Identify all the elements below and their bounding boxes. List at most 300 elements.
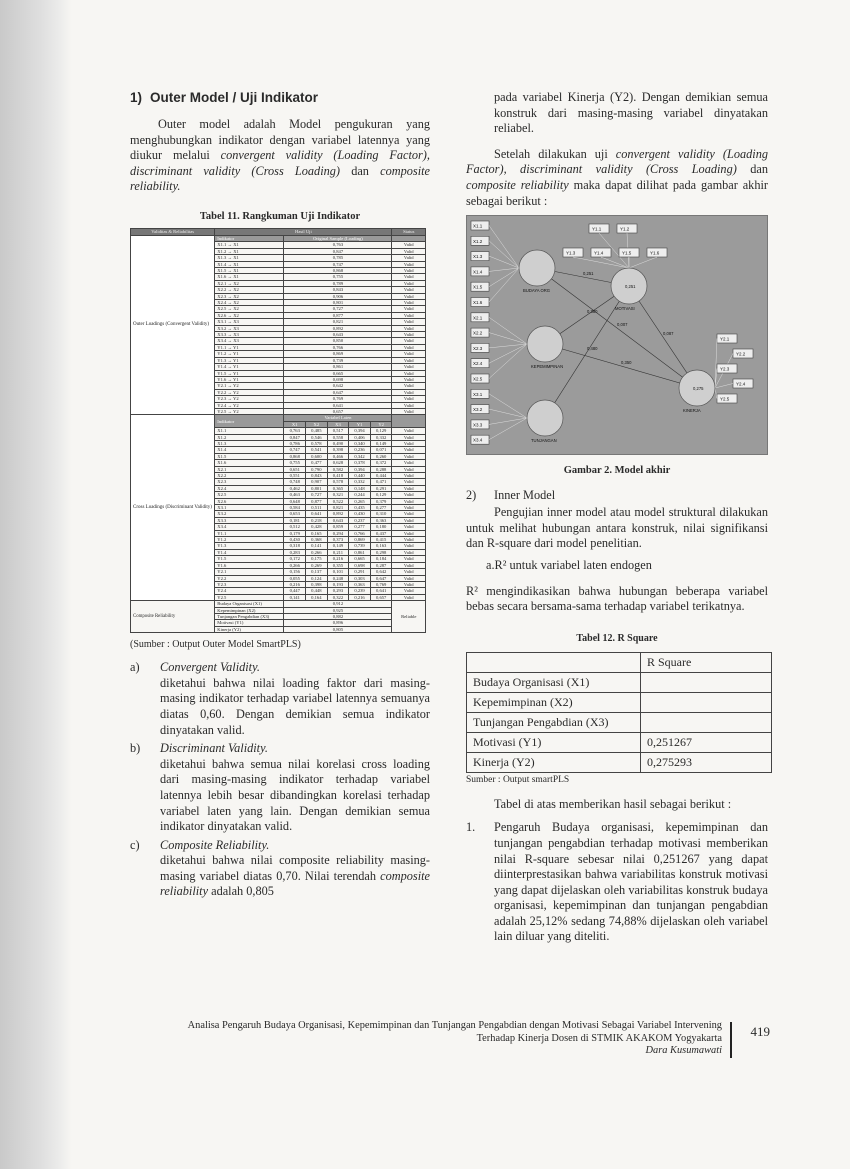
status-cell: Valid bbox=[392, 517, 426, 523]
cross-value: 0,211 bbox=[327, 549, 349, 555]
indicator-cell: X1.2 bbox=[215, 434, 284, 440]
item-title: Discriminant Validity. bbox=[160, 741, 268, 756]
cross-value: 0,179 bbox=[284, 530, 306, 536]
indicator-cell: X1.6 → X1 bbox=[215, 274, 284, 280]
indicator-label: X2.2 bbox=[473, 330, 483, 336]
loading-value: 0,868 bbox=[284, 268, 392, 274]
indicator-header: Indikator bbox=[215, 235, 284, 241]
path-coefficient: 0,007 bbox=[617, 322, 628, 328]
cross-value: 0,747 bbox=[284, 447, 306, 453]
indicator-cell: Y1.2 bbox=[215, 537, 284, 543]
status-cell: Valid bbox=[392, 543, 426, 549]
loading-value: 0,861 bbox=[284, 364, 392, 370]
status-cell: Valid bbox=[392, 332, 426, 338]
status-cell: Valid bbox=[392, 255, 426, 261]
loading-value: 0,801 bbox=[284, 300, 392, 306]
intro-italic: convergent validity (Loading Factor), discriminant validity (Cross Loading) bbox=[130, 148, 430, 178]
status-cell: Valid bbox=[392, 569, 426, 575]
status-cell: Valid bbox=[392, 376, 426, 382]
section-number: 1) bbox=[130, 90, 143, 105]
status-cell: Valid bbox=[392, 492, 426, 498]
cross-value: 0,801 bbox=[306, 485, 328, 491]
loading-header: Original Sample (Loading) bbox=[284, 235, 392, 241]
cross-value: 0,394 bbox=[349, 428, 371, 434]
model-diagram bbox=[466, 215, 768, 455]
table11-caption: Tabel 11. Rangkuman Uji Indikator bbox=[199, 210, 361, 222]
page-edge-shadow bbox=[0, 0, 72, 1169]
cross-value: 0,342 bbox=[349, 453, 371, 459]
loading-value: 0,755 bbox=[284, 274, 392, 280]
table-row bbox=[467, 712, 772, 732]
cross-value: 0,511 bbox=[306, 505, 328, 511]
cross-value: 0,236 bbox=[349, 447, 371, 453]
composite-value: 0,925 bbox=[284, 607, 392, 613]
indicator-label: Y2.1 bbox=[720, 336, 730, 342]
composite-variable: Motivasi (Y1) bbox=[215, 620, 284, 626]
cross-value: 0,055 bbox=[284, 575, 306, 581]
indicator-cell: X3.1 bbox=[215, 505, 284, 511]
status-cell: Valid bbox=[392, 581, 426, 587]
cross-value: 0,522 bbox=[327, 498, 349, 504]
cross-value: 0,303 bbox=[349, 575, 371, 581]
validity-item bbox=[130, 660, 430, 738]
table-row bbox=[467, 652, 772, 672]
cross-value: 0,181 bbox=[284, 517, 306, 523]
path-coefficient: 0,480 bbox=[587, 346, 598, 352]
status-cell: Valid bbox=[392, 344, 426, 350]
indicator-cell: X1.4 bbox=[215, 447, 284, 453]
p2-mid: dan bbox=[736, 162, 768, 177]
r-square-value bbox=[641, 712, 772, 732]
indicator-arrow bbox=[489, 317, 527, 344]
indicator-cell: X3.2 bbox=[215, 511, 284, 517]
item-label: a) bbox=[130, 660, 140, 675]
indicator-cell: X3.3 bbox=[215, 517, 284, 523]
cross-value: 0,310 bbox=[370, 511, 392, 517]
indicator-arrow bbox=[489, 394, 527, 418]
composite-label: Composite Reliability bbox=[131, 601, 215, 633]
cross-value: 0,869 bbox=[349, 537, 371, 543]
indicator-label: X1.2 bbox=[473, 238, 483, 244]
indicator-cell: X3.1 → X3 bbox=[215, 319, 284, 325]
cross-value: 0,406 bbox=[349, 434, 371, 440]
cross-value: 0,216 bbox=[349, 594, 371, 600]
p2-italic-1: convergent validity (Loading Factor), discriminant validity (Cross Loading) bbox=[466, 146, 768, 177]
indicator-cell: X1.3 → X1 bbox=[215, 255, 284, 261]
cross-value: 0,340 bbox=[349, 440, 371, 446]
latent-variable-label: BUDAYA ORG bbox=[523, 288, 551, 294]
status-cell: Valid bbox=[392, 274, 426, 280]
r2-label: 0,251 bbox=[625, 284, 636, 290]
cross-value: 0,318 bbox=[284, 543, 306, 549]
cross-value: 0,237 bbox=[349, 517, 371, 523]
cross-value: 0,600 bbox=[306, 453, 328, 459]
indicator-arrow bbox=[489, 409, 527, 418]
cross-value: 0,277 bbox=[370, 505, 392, 511]
cross-value: 0,448 bbox=[306, 588, 328, 594]
status-cell: Valid bbox=[392, 473, 426, 479]
status-cell: Valid bbox=[392, 466, 426, 472]
point-1-number: 1. bbox=[466, 820, 476, 835]
indicator-cell: Y2.3 bbox=[215, 581, 284, 587]
status-cell: Valid bbox=[392, 293, 426, 299]
indicator-cell: Y1.1 bbox=[215, 530, 284, 536]
status-cell: Valid bbox=[392, 338, 426, 344]
path-coefficient: 0,087 bbox=[663, 331, 674, 337]
indicator-cell: X3.4 bbox=[215, 524, 284, 530]
indicator-cell: Y2.2 bbox=[215, 575, 284, 581]
cross-value: 0,490 bbox=[327, 440, 349, 446]
status-cell: Valid bbox=[392, 556, 426, 562]
point-1-text: Pengaruh Budaya organisasi, kepemimpinan dan tunjangan pengabdian terhadap motivasi memberikan nilai R-square sebesar nilai 0,251267 yang dapat diinterprestasikan bahwa variabilitas konstruk motivasi yang dapat dijelaskan oleh variabilitas konstruk budaya organisasi, kepemimpinan dan tunjangan pengabdian adalah 25,12% sedang 74,88% dijelaskan oleh variabel lain diluar yang diteliti. bbox=[494, 820, 768, 944]
cross-value: 0,277 bbox=[349, 524, 371, 530]
indicator-label: Y1.2 bbox=[620, 226, 630, 232]
path-arrow bbox=[545, 344, 697, 388]
loading-value: 0,821 bbox=[284, 319, 392, 325]
indicator-label: X2.5 bbox=[473, 376, 483, 382]
table-cell bbox=[392, 415, 426, 428]
cross-value: 0,156 bbox=[284, 569, 306, 575]
inner-model-number: 2) bbox=[466, 488, 477, 503]
status-cell: Valid bbox=[392, 280, 426, 286]
item-text: diketahui bahwa semua nilai korelasi cross loading dari masing-masing indikator terhadap variabel latennya lebih besar dibandingkan korelasi terhadap variabel laten yang lain. Dengan demikian semua indikator dinyatakan valid. bbox=[160, 756, 430, 834]
cross-value: 0,415 bbox=[370, 537, 392, 543]
cross-value: 0,471 bbox=[370, 479, 392, 485]
latent-variable-label: KEPEMIMPINAN bbox=[531, 364, 564, 370]
table-cell bbox=[467, 652, 641, 672]
indicator-cell: Y1.6 → Y1 bbox=[215, 376, 284, 382]
loading-value: 0,769 bbox=[284, 396, 392, 402]
table11 bbox=[130, 228, 426, 633]
cross-value: 0,512 bbox=[284, 524, 306, 530]
latent-col-header: X2 bbox=[306, 421, 328, 427]
variable-cell: Kinerja (Y2) bbox=[467, 752, 641, 772]
cross-value: 0,582 bbox=[327, 466, 349, 472]
variable-cell: Motivasi (Y1) bbox=[467, 732, 641, 752]
latent-col-header: Y1 bbox=[349, 421, 371, 427]
item-title: Composite Reliability. bbox=[160, 837, 270, 852]
cross-value: 0,163 bbox=[370, 543, 392, 549]
loading-value: 0,641 bbox=[284, 402, 392, 408]
indicator-cell: X2.4 bbox=[215, 485, 284, 491]
cross-value: 0,269 bbox=[306, 562, 328, 568]
cross-value: 0,444 bbox=[370, 473, 392, 479]
cross-value: 0,363 bbox=[370, 517, 392, 523]
table12 bbox=[466, 652, 772, 773]
indicator-cell: X2.6 bbox=[215, 498, 284, 504]
loading-value: 0,877 bbox=[284, 312, 392, 318]
indicator-cell: Y1.5 → Y1 bbox=[215, 370, 284, 376]
composite-value: 0,896 bbox=[284, 620, 392, 626]
inner-model-title: Inner Model bbox=[494, 488, 556, 503]
item-text: adalah 0,805 bbox=[208, 884, 274, 899]
status-cell: Valid bbox=[392, 505, 426, 511]
cross-value: 0,193 bbox=[327, 581, 349, 587]
indicator-cell: X1.2 → X1 bbox=[215, 248, 284, 254]
status-cell: Valid bbox=[392, 242, 426, 248]
cross-value: 0,322 bbox=[327, 594, 349, 600]
indicator-label: X2.3 bbox=[473, 346, 483, 352]
cross-value: 0,172 bbox=[284, 556, 306, 562]
cross-value: 0,647 bbox=[370, 575, 392, 581]
path-coefficient: 0,380 bbox=[587, 309, 598, 315]
indicator-arrow bbox=[601, 257, 629, 268]
cross-value: 0,643 bbox=[327, 517, 349, 523]
intro-italic2: composite reliability. bbox=[130, 163, 430, 194]
cross-value: 0,398 bbox=[306, 581, 328, 587]
cross-value: 0,877 bbox=[306, 498, 328, 504]
indicator-cell: Y1.6 bbox=[215, 562, 284, 568]
cross-value: 0,288 bbox=[370, 466, 392, 472]
indicator-cell: X2.5 bbox=[215, 492, 284, 498]
cross-value: 0,071 bbox=[370, 447, 392, 453]
cross-value: 0,165 bbox=[306, 530, 328, 536]
status-cell: Valid bbox=[392, 300, 426, 306]
indicator-cell: X1.1 → X1 bbox=[215, 242, 284, 248]
indicator-arrow bbox=[489, 333, 527, 344]
footer-author: Dara Kusumawati bbox=[645, 1045, 722, 1056]
status-cell: Valid bbox=[392, 319, 426, 325]
cross-value: 0,892 bbox=[327, 511, 349, 517]
status-cell: Valid bbox=[392, 460, 426, 466]
cross-value: 0,786 bbox=[284, 440, 306, 446]
cross-value: 0,665 bbox=[349, 556, 371, 562]
cross-value: 0,748 bbox=[284, 479, 306, 485]
item-body bbox=[160, 838, 430, 900]
table11-head-status: Status bbox=[392, 228, 426, 235]
cross-value: 0,641 bbox=[306, 511, 328, 517]
cross-value: 0,141 bbox=[306, 543, 328, 549]
cross-value: 0,332 bbox=[349, 479, 371, 485]
cross-value: 0,466 bbox=[327, 453, 349, 459]
indicator-label: X2.1 bbox=[473, 315, 483, 321]
indicator-cell: Y2.1 bbox=[215, 569, 284, 575]
cross-value: 0,355 bbox=[327, 562, 349, 568]
cross-value: 0,378 bbox=[349, 460, 371, 466]
table-row bbox=[467, 752, 772, 772]
status-cell: Valid bbox=[392, 261, 426, 267]
cross-value: 0,368 bbox=[306, 537, 328, 543]
indicator-arrow bbox=[573, 257, 629, 268]
r-square-value: 0,275293 bbox=[641, 752, 772, 772]
cross-value: 0,294 bbox=[327, 530, 349, 536]
latent-col-header: X1 bbox=[284, 421, 306, 427]
loading-value: 0,642 bbox=[284, 383, 392, 389]
intro-paragraph bbox=[130, 117, 430, 195]
cross-value: 0,184 bbox=[370, 556, 392, 562]
indicator-arrow bbox=[489, 226, 519, 269]
cross-value: 0,551 bbox=[284, 473, 306, 479]
status-cell: Valid bbox=[392, 562, 426, 568]
indicator-cell: X1.4 → X1 bbox=[215, 261, 284, 267]
indicator-cell: Y1.5 bbox=[215, 556, 284, 562]
cross-value: 0,298 bbox=[370, 549, 392, 555]
path-coefficient: 0,350 bbox=[621, 360, 632, 366]
cross-value: 0,266 bbox=[284, 562, 306, 568]
cross-value: 0,293 bbox=[327, 588, 349, 594]
cross-value: 0,216 bbox=[284, 581, 306, 587]
loading-value: 0,698 bbox=[284, 376, 392, 382]
indicator-cell: X2.3 bbox=[215, 479, 284, 485]
cross-value: 0,440 bbox=[349, 473, 371, 479]
reliable-status: Reliable bbox=[392, 601, 426, 633]
indicator-arrow bbox=[489, 344, 527, 379]
cross-value: 0,477 bbox=[306, 460, 328, 466]
validity-list bbox=[130, 660, 430, 900]
indicator-cell: X1.5 bbox=[215, 453, 284, 459]
cross-value: 0,260 bbox=[370, 453, 392, 459]
cross-value: 0,248 bbox=[327, 575, 349, 581]
indicator-cell: Y2.1 → Y2 bbox=[215, 383, 284, 389]
variable-cell: Kepemimpinan (X2) bbox=[467, 692, 641, 712]
cross-value: 0,164 bbox=[306, 594, 328, 600]
cross-value: 0,137 bbox=[306, 569, 328, 575]
cross-value: 0,266 bbox=[306, 549, 328, 555]
cross-value: 0,790 bbox=[306, 466, 328, 472]
cross-value: 0,437 bbox=[370, 530, 392, 536]
cross-value: 0,641 bbox=[370, 588, 392, 594]
status-cell: Valid bbox=[392, 498, 426, 504]
cross-value: 0,129 bbox=[370, 428, 392, 434]
cross-value: 0,648 bbox=[284, 498, 306, 504]
cross-value: 0,418 bbox=[327, 473, 349, 479]
status-cell: Valid bbox=[392, 479, 426, 485]
indicator-arrow bbox=[489, 344, 527, 363]
composite-value: 0,882 bbox=[284, 613, 392, 619]
cross-value: 0,651 bbox=[284, 466, 306, 472]
indicator-label: X1.3 bbox=[473, 254, 483, 260]
latent-variable-circle bbox=[527, 326, 563, 362]
item-label: b) bbox=[130, 741, 141, 756]
status-cell: Valid bbox=[392, 364, 426, 370]
status-cell: Valid bbox=[392, 428, 426, 434]
loading-value: 0,766 bbox=[284, 344, 392, 350]
indicator-cell: Y2.4 bbox=[215, 588, 284, 594]
table-row bbox=[467, 692, 772, 712]
loading-value: 0,785 bbox=[284, 255, 392, 261]
table12-body bbox=[467, 652, 772, 772]
cross-value: 0,447 bbox=[284, 588, 306, 594]
composite-value: 0,912 bbox=[284, 601, 392, 607]
point-1 bbox=[466, 820, 768, 945]
validity-item bbox=[130, 838, 430, 900]
loading-value: 0,647 bbox=[284, 389, 392, 395]
table11-head-validity: Validitas & Reliabilitas bbox=[131, 228, 215, 235]
indicator-label: X3.2 bbox=[473, 407, 483, 413]
table12-source: Sumber : Output smartPLS bbox=[466, 774, 570, 785]
composite-variable: Kinerja (Y2) bbox=[215, 626, 284, 632]
indicator-cell: Y2.5 → Y2 bbox=[215, 408, 284, 414]
indicator-label: Y1.4 bbox=[594, 250, 604, 256]
indicator-cell: X1.3 bbox=[215, 440, 284, 446]
indicator-label: X1.6 bbox=[473, 300, 483, 306]
indicator-cell: X1.1 bbox=[215, 428, 284, 434]
indicator-arrow bbox=[715, 388, 717, 399]
indicator-cell: Y2.3 → Y2 bbox=[215, 396, 284, 402]
cross-value: 0,291 bbox=[349, 569, 371, 575]
cross-value: 0,265 bbox=[349, 498, 371, 504]
indicator-cell: Y1.1 → Y1 bbox=[215, 344, 284, 350]
latent-variable-label: TUNJANGAN bbox=[531, 438, 557, 444]
cross-value: 0,291 bbox=[370, 485, 392, 491]
item-text: diketahui bahwa nilai composite reliability masing-masing variabel diatas 0,70. Nilai terendah bbox=[160, 853, 430, 883]
status-cell: Valid bbox=[392, 575, 426, 581]
table12-caption: Tabel 12. R Square bbox=[576, 632, 658, 644]
cross-value: 0,239 bbox=[349, 588, 371, 594]
cross-value: 0,430 bbox=[284, 537, 306, 543]
latent-variable-circle bbox=[519, 250, 555, 286]
cross-value: 0,821 bbox=[327, 505, 349, 511]
indicator-label: Y2.4 bbox=[736, 381, 746, 387]
indicator-arrow bbox=[629, 257, 657, 268]
status-cell: Valid bbox=[392, 306, 426, 312]
indicator-cell: X1.6 bbox=[215, 460, 284, 466]
indicator-cell: Y1.3 → Y1 bbox=[215, 357, 284, 363]
cross-value: 0,843 bbox=[306, 473, 328, 479]
indicator-label: X1.1 bbox=[473, 223, 483, 229]
path-arrow bbox=[629, 286, 697, 388]
status-cell: Valid bbox=[392, 485, 426, 491]
cross-value: 0,727 bbox=[306, 492, 328, 498]
cross-value: 0,394 bbox=[349, 466, 371, 472]
indicator-label: X1.4 bbox=[473, 269, 483, 275]
cross-value: 0,332 bbox=[370, 434, 392, 440]
loading-value: 0,657 bbox=[284, 408, 392, 414]
indicator-label: Y2.3 bbox=[720, 366, 730, 372]
composite-variable: Kepemimpinan (X2) bbox=[215, 607, 284, 613]
indicator-label: Y1.3 bbox=[566, 250, 576, 256]
loading-value: 0,789 bbox=[284, 280, 392, 286]
loading-value: 0,739 bbox=[284, 357, 392, 363]
indicator-label: Y2.5 bbox=[720, 396, 730, 402]
cross-value: 0,558 bbox=[327, 434, 349, 440]
footer-line-1: Analisa Pengaruh Budaya Organisasi, Kepemimpinan dan Tunjangan Pengabdian dengan Motivasi Sebagai Variabel Intervening bbox=[187, 1020, 722, 1031]
table11-head-result: Hasil Uji bbox=[215, 228, 392, 235]
cross-value: 0,218 bbox=[306, 517, 328, 523]
cross-value: 0,321 bbox=[327, 492, 349, 498]
cross-value: 0,628 bbox=[327, 460, 349, 466]
loading-value: 0,892 bbox=[284, 325, 392, 331]
indicator-cell: X2.3 → X2 bbox=[215, 293, 284, 299]
cross-value: 0,698 bbox=[349, 562, 371, 568]
latent-variable-label: KINERJA bbox=[683, 408, 701, 414]
cross-value: 0,517 bbox=[327, 428, 349, 434]
loading-value: 0,747 bbox=[284, 261, 392, 267]
outer-loadings-label: Outer Loadings (Convergent Validity) bbox=[131, 235, 215, 414]
status-cell: Valid bbox=[392, 511, 426, 517]
right-column bbox=[466, 90, 768, 945]
status-cell: Valid bbox=[392, 287, 426, 293]
indicator-label: Y1.6 bbox=[650, 250, 660, 256]
intro-text: Outer model adalah Model pengukuran yang menghubungkan indikator dengan variabel latennya yang diukur melalui bbox=[130, 117, 430, 163]
status-cell: Valid bbox=[392, 453, 426, 459]
cross-value: 0,657 bbox=[370, 594, 392, 600]
status-cell: Valid bbox=[392, 537, 426, 543]
cross-value: 0,847 bbox=[284, 434, 306, 440]
variable-cell: Budaya Organisasi (X1) bbox=[467, 672, 641, 692]
status-cell: Valid bbox=[392, 389, 426, 395]
latent-variable-circle bbox=[527, 400, 563, 436]
cross-value: 0,463 bbox=[284, 492, 306, 498]
table11-body bbox=[131, 235, 426, 632]
p2-text: Setelah dilakukan uji bbox=[494, 146, 616, 161]
latent-col-header: X3 bbox=[327, 421, 349, 427]
cross-value: 0,141 bbox=[284, 594, 306, 600]
indicator-cell: Y1.4 bbox=[215, 549, 284, 555]
r2-label: 0,275 bbox=[693, 386, 704, 392]
indicator-cell: X1.5 → X1 bbox=[215, 268, 284, 274]
indicator-cell: Y2.2 → Y2 bbox=[215, 389, 284, 395]
